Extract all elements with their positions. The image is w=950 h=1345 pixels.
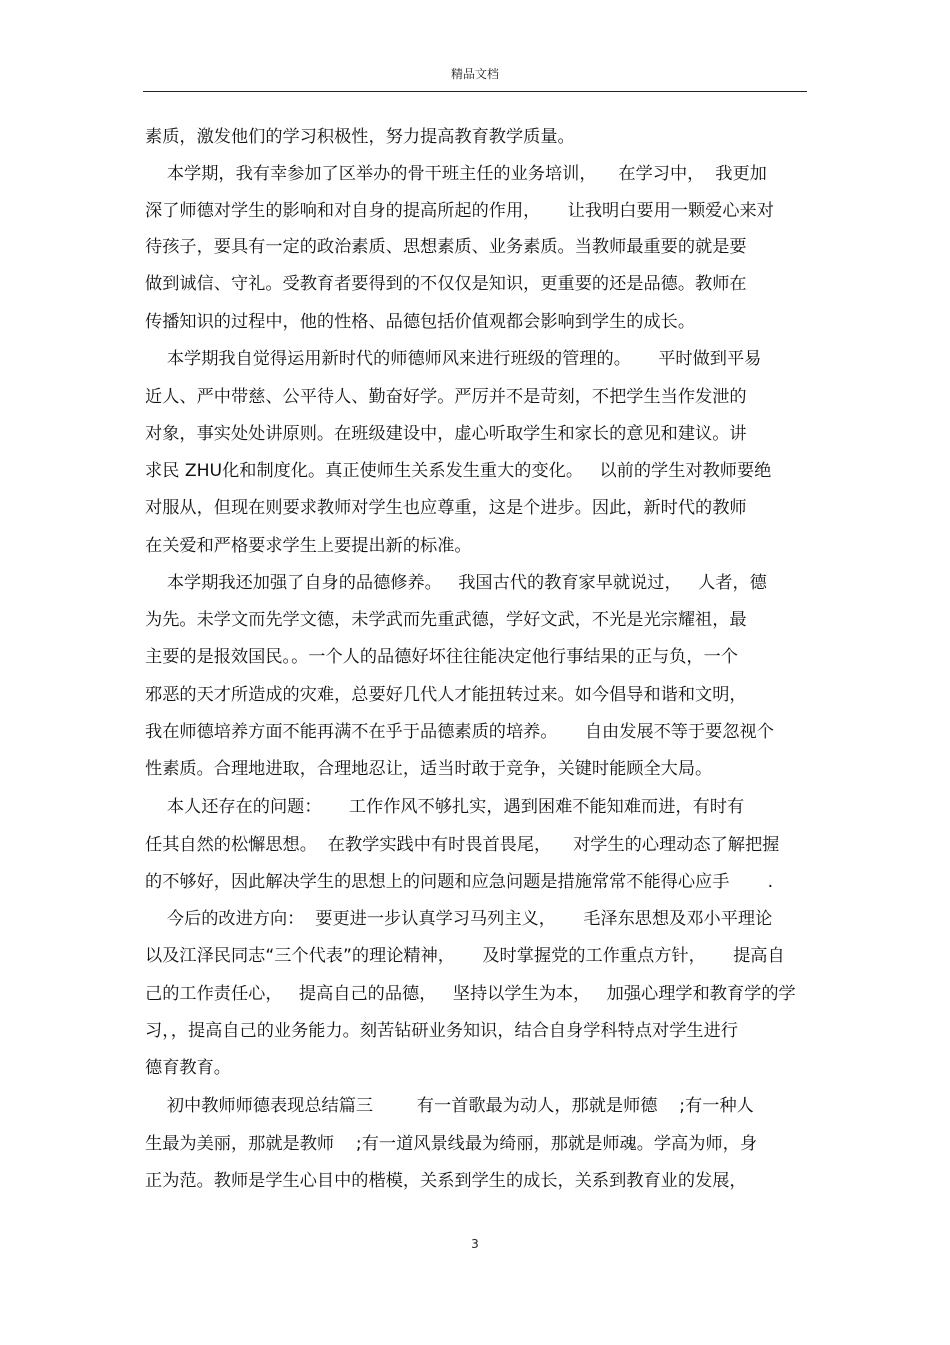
page-number: 3: [471, 1237, 479, 1251]
body-line: 对象，事实处处讲原则。在班级建设中，虚心听取学生和家长的意见和建议。讲: [145, 424, 747, 444]
body-line: 本学期我还加强了自身的品德修养。 我国古代的教育家早就说过， 人者，德: [145, 573, 767, 593]
body-line: 邪恶的天才所造成的灾难，总要好几代人才能扭转过来。如今倡导和谐和文明，: [145, 685, 747, 705]
body-line: 待孩子，要具有一定的政治素质、思想素质、业务素质。当教师最重要的就是要: [145, 237, 747, 257]
body-line: 深了师德对学生的影响和对自身的提高所起的作用， 让我明白要用一颗爱心来对: [145, 201, 774, 221]
body-line: 求民 ZHU化和制度化。真正使师生关系发生重大的变化。 以前的学生对教师要绝: [145, 461, 772, 481]
body-line: 做到诚信、守礼。受教育者要得到的不仅仅是知识，更重要的还是品德。教师在: [145, 274, 747, 294]
body-line: 为先。未学文而先学文德，未学武而先重武德，学好文武，不光是光宗耀祖，最: [145, 610, 747, 630]
header-divider: [143, 91, 807, 92]
body-line: 生最为美丽，那就是教师 ;有一道风景线最为绮丽，那就是师魂。学高为师，身: [145, 1134, 758, 1154]
body-line: 我在师德培养方面不能再满不在乎于品德素质的培养。 自由发展不等于要忽视个: [145, 722, 774, 742]
body-line: 德育教育。: [145, 1058, 231, 1078]
body-line: 今后的改进方向： 要更进一步认真学习马列主义， 毛泽东思想及邓小平理论: [145, 909, 773, 929]
body-line: 素质，激发他们的学习积极性，努力提高教育教学质量。: [145, 127, 575, 147]
body-line: 正为范。教师是学生心目中的楷模，关系到学生的成长，关系到教育业的发展，: [145, 1171, 747, 1191]
body-line: 在关爱和严格要求学生上要提出新的标准。: [145, 536, 472, 556]
body-line: 以及江泽民同志“三个代表”的理论精神， 及时掌握党的工作重点方针， 提高自: [145, 946, 785, 966]
body-line: 近人、严中带慈、公平待人、勤奋好学。严厉并不是苛刻，不把学生当作发泄的: [145, 387, 747, 407]
body-line: 己的工作责任心， 提高自己的品德， 坚持以学生为本， 加强心理学和教育学的学: [145, 984, 796, 1004]
body-line: 本人还存在的问题： 工作作风不够扎实，遇到困难不能知难而进，有时有: [145, 797, 745, 817]
page-header-title: 精品文档: [450, 67, 499, 81]
body-line: 本学期我自觉得运用新时代的师德师风来进行班级的管理的。 平时做到平易: [145, 349, 762, 369]
body-line: 初中教师师德表现总结篇三 有一首歌最为动人，那就是师德 ;有一种人: [145, 1096, 754, 1116]
body-line: 对服从，但现在则要求教师对学生也应尊重，这是个进步。因此，新时代的教师: [145, 498, 747, 518]
body-line: 习，，提高自己的业务能力。刻苦钻研业务知识，结合自身学科特点对学生进行: [145, 1021, 738, 1041]
body-line: 传播知识的过程中，他的性格、品德包括价值观都会影响到学生的成长。: [145, 312, 696, 332]
body-line: 的不够好，因此解决学生的思想上的问题和应急问题是措施常常不能得心应手 .: [145, 872, 774, 892]
body-line: 任其自然的松懈思想。 在教学实践中有时畏首畏尾， 对学生的心理动态了解把握: [145, 835, 780, 855]
body-line: 本学期，我有幸参加了区举办的骨干班主任的业务培训， 在学习中， 我更加: [145, 164, 767, 184]
body-line: 性素质。合理地进取，合理地忍让，适当时敢于竞争，关键时能顾全大局。: [145, 759, 713, 779]
body-line: 主要的是报效国民。。一个人的品德好坏往往能决定他行事结果的正与负，一个: [145, 647, 738, 667]
